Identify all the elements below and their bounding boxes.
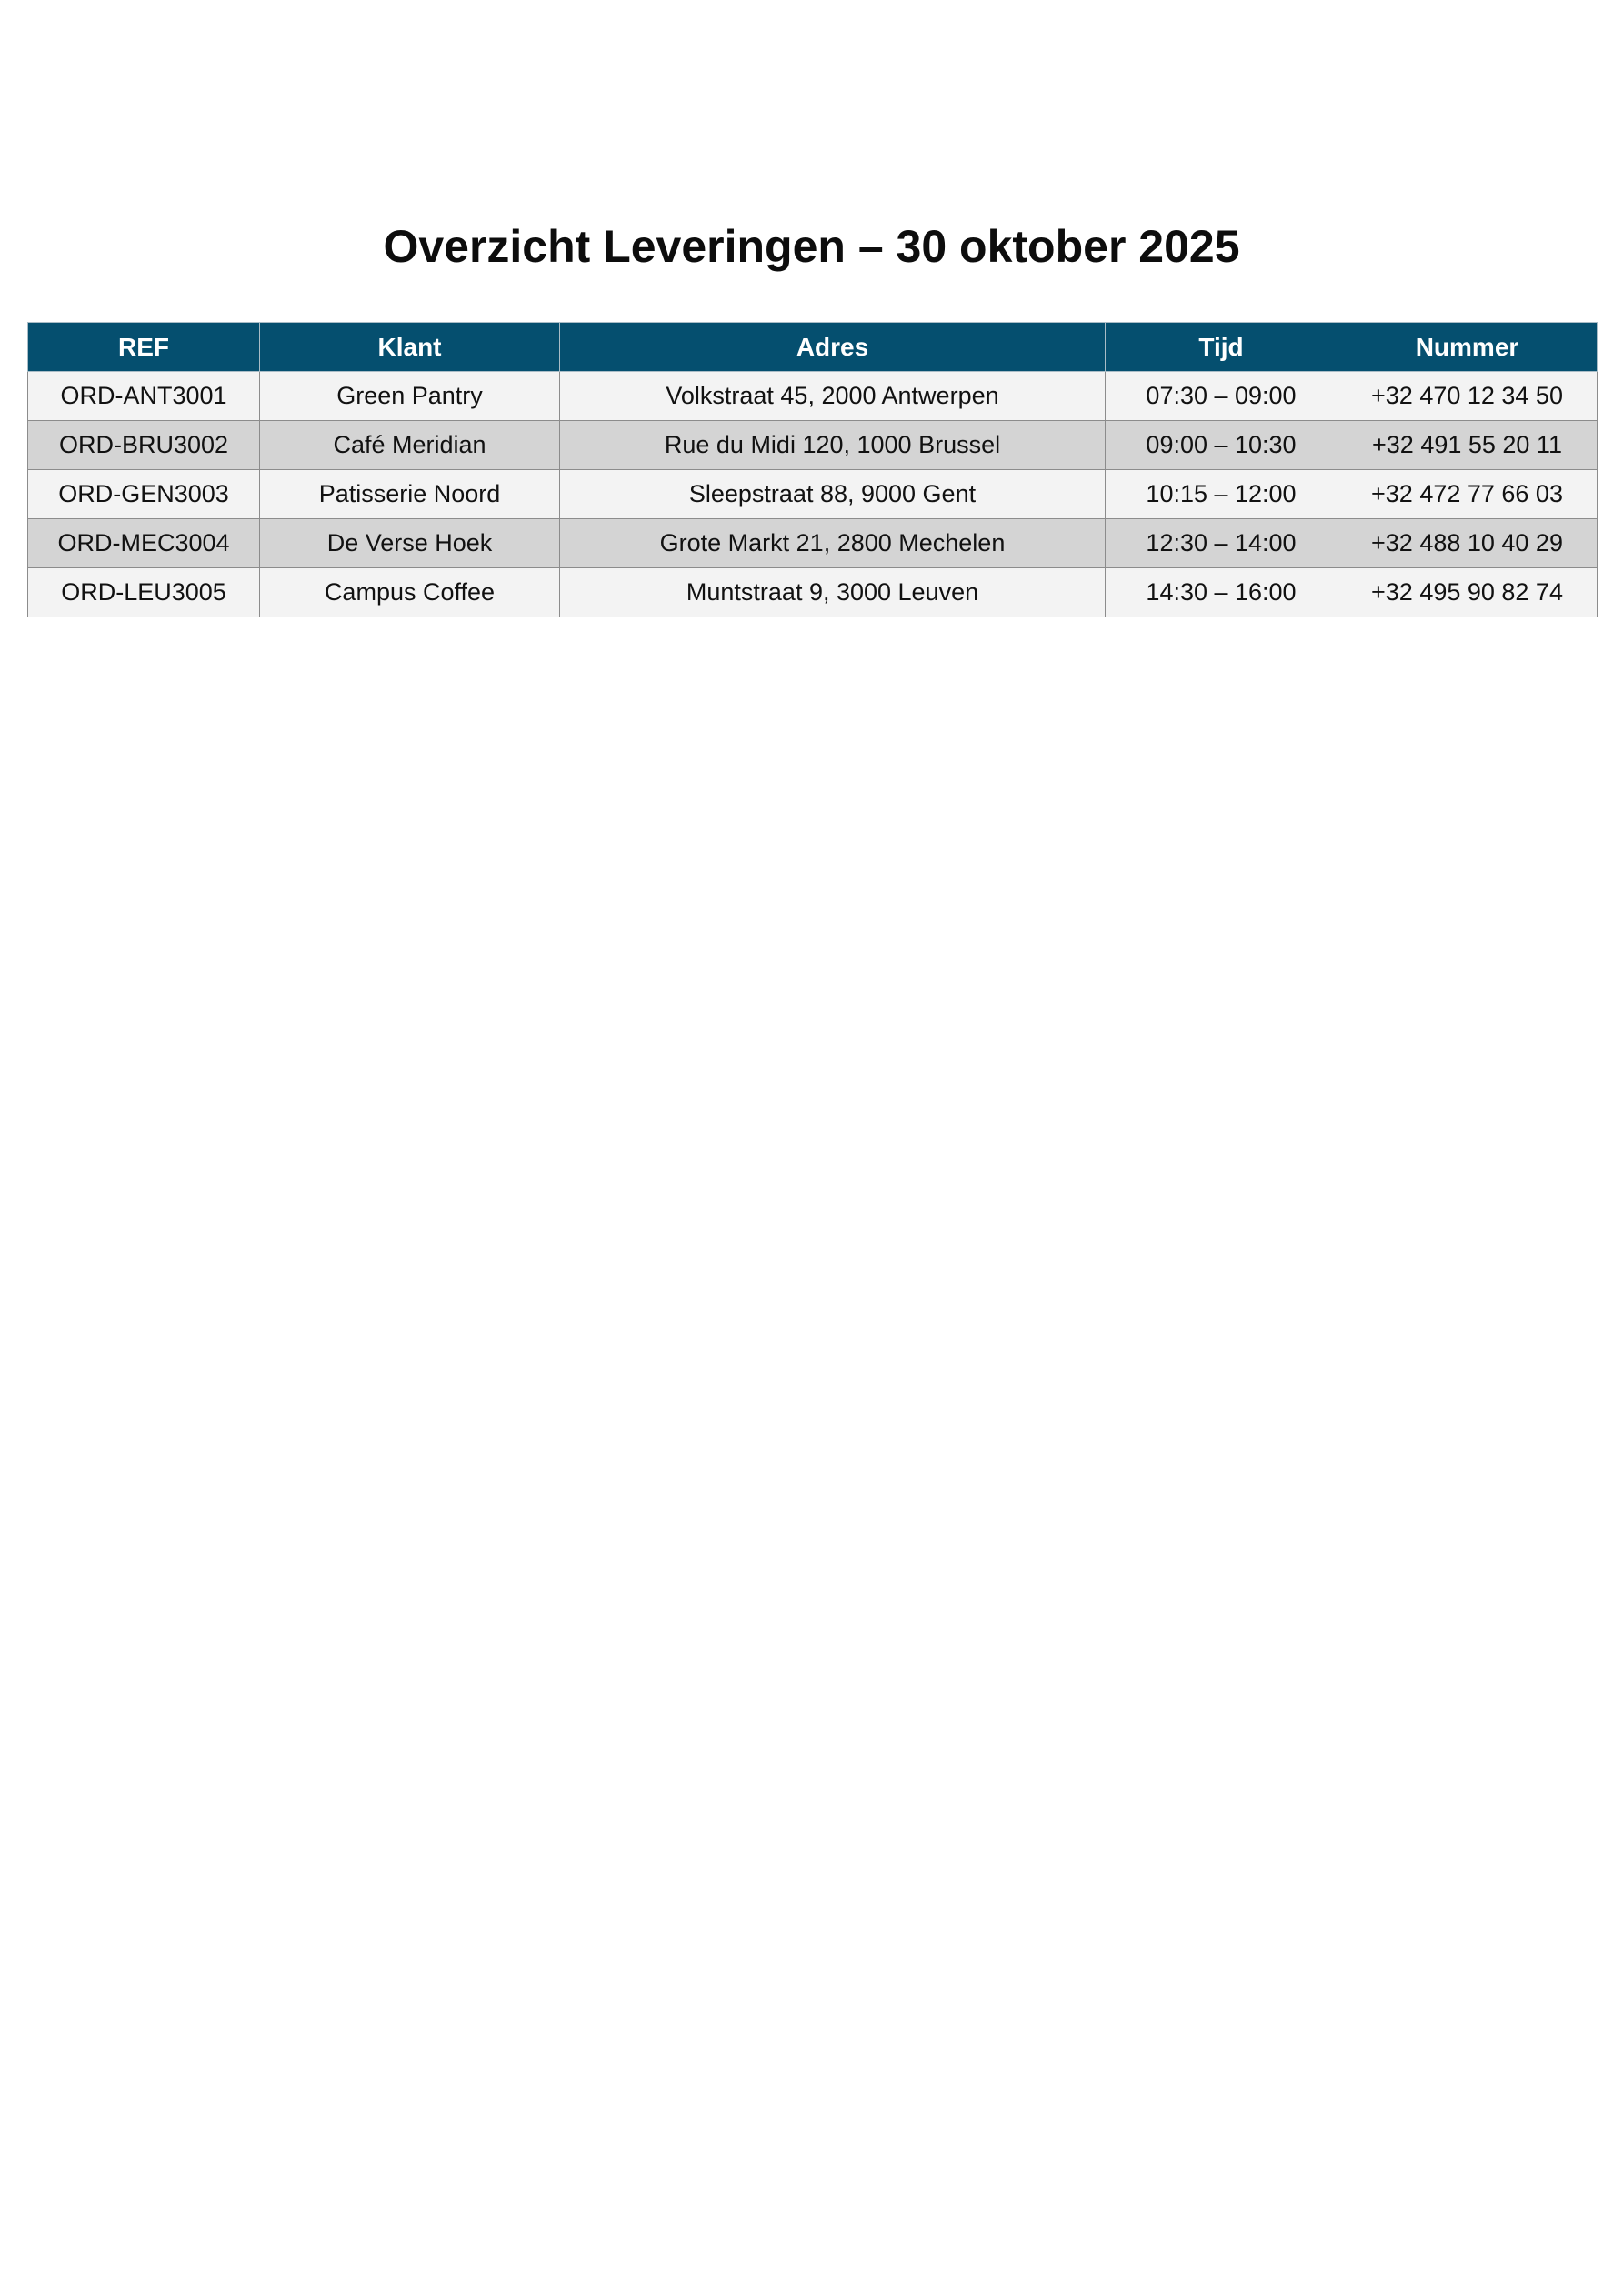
cell-ref: ORD-BRU3002 [28, 421, 260, 470]
cell-klant: Campus Coffee [260, 568, 560, 617]
deliveries-table [27, 322, 1598, 617]
cell-tijd: 12:30 – 14:00 [1106, 519, 1337, 568]
header-tijd: Tijd [1106, 323, 1337, 372]
cell-klant: De Verse Hoek [260, 519, 560, 568]
cell-ref: ORD-MEC3004 [28, 519, 260, 568]
table-row [28, 421, 1598, 470]
cell-nummer: +32 488 10 40 29 [1337, 519, 1598, 568]
cell-nummer: +32 491 55 20 11 [1337, 421, 1598, 470]
table-row [28, 568, 1598, 617]
table-row [28, 470, 1598, 519]
cell-tijd: 07:30 – 09:00 [1106, 372, 1337, 421]
cell-klant: Café Meridian [260, 421, 560, 470]
cell-ref: ORD-LEU3005 [28, 568, 260, 617]
cell-tijd: 10:15 – 12:00 [1106, 470, 1337, 519]
cell-adres: Muntstraat 9, 3000 Leuven [560, 568, 1106, 617]
header-ref: REF [28, 323, 260, 372]
header-adres: Adres [560, 323, 1106, 372]
cell-klant: Green Pantry [260, 372, 560, 421]
cell-tijd: 09:00 – 10:30 [1106, 421, 1337, 470]
page-title: Overzicht Leveringen – 30 oktober 2025 [383, 221, 1240, 272]
cell-klant: Patisserie Noord [260, 470, 560, 519]
cell-nummer: +32 495 90 82 74 [1337, 568, 1598, 617]
header-klant: Klant [260, 323, 560, 372]
cell-tijd: 14:30 – 16:00 [1106, 568, 1337, 617]
cell-adres: Volkstraat 45, 2000 Antwerpen [560, 372, 1106, 421]
cell-ref: ORD-ANT3001 [28, 372, 260, 421]
cell-nummer: +32 472 77 66 03 [1337, 470, 1598, 519]
header-nummer: Nummer [1337, 323, 1598, 372]
cell-adres: Grote Markt 21, 2800 Mechelen [560, 519, 1106, 568]
table-row [28, 519, 1598, 568]
cell-adres: Sleepstraat 88, 9000 Gent [560, 470, 1106, 519]
cell-adres: Rue du Midi 120, 1000 Brussel [560, 421, 1106, 470]
cell-nummer: +32 470 12 34 50 [1337, 372, 1598, 421]
cell-ref: ORD-GEN3003 [28, 470, 260, 519]
table-row [28, 372, 1598, 421]
table-header-row [28, 323, 1598, 372]
